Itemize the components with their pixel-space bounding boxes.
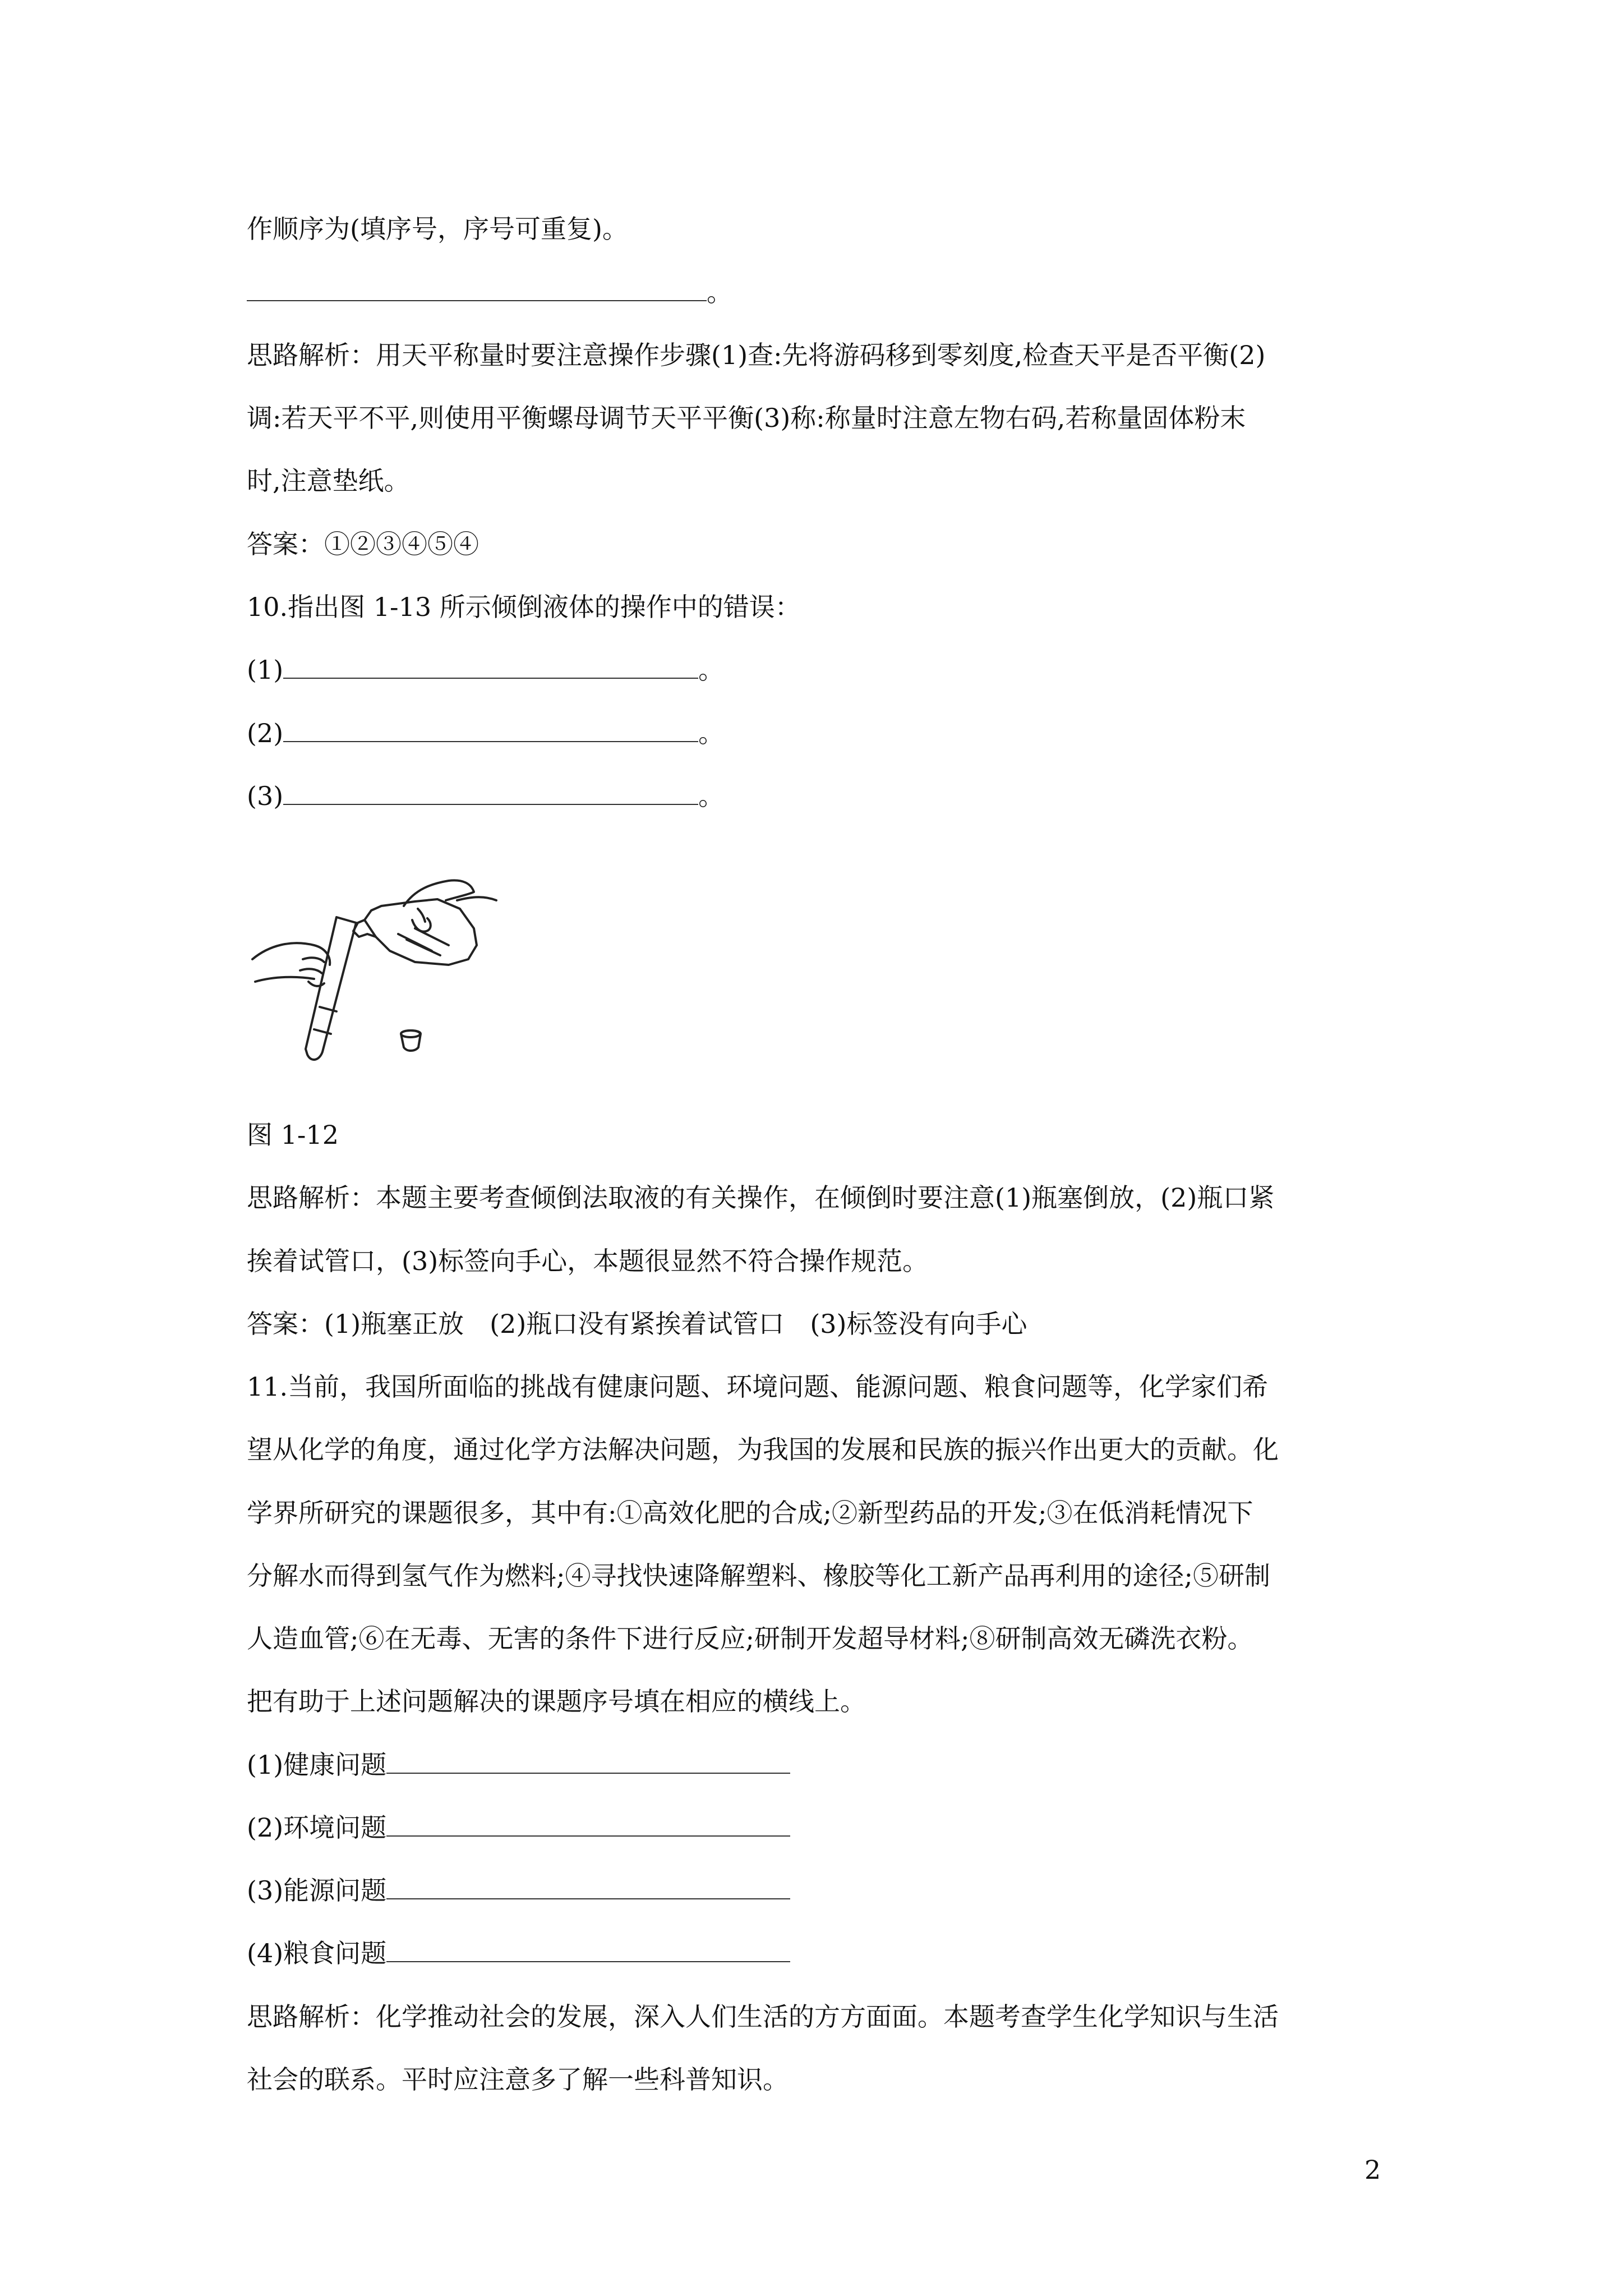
answer-blank[interactable] <box>283 719 698 742</box>
page-number: 2 <box>1364 2155 1381 2185</box>
line-end-mark: 。 <box>698 718 725 748</box>
text-line: 望从化学的角度，通过化学方法解决问题，为我国的发展和民族的振兴作出更大的贡献。化 <box>247 1434 1279 1465</box>
answer-blank[interactable] <box>283 655 698 679</box>
text-line: 时,注意垫纸。 <box>247 466 410 496</box>
blank-row-3 <box>247 779 724 813</box>
blank-row-1 <box>247 653 724 687</box>
text-line: 人造血管;⑥在无毒、无害的条件下进行反应;研制开发超导材料;⑧研制高效无磷洗衣粉。 <box>247 1623 1253 1654</box>
answer-blank[interactable] <box>386 1750 790 1774</box>
answer-blank[interactable] <box>386 1876 790 1899</box>
blank-row-energy <box>247 1874 790 1907</box>
text-line: 分解水而得到氢气作为燃料;④寻找快速降解塑料、橡胶等化工新产品再利用的途径;⑤研制 <box>247 1561 1270 1591</box>
blank-label: (4)粮食问题 <box>247 1938 387 1968</box>
answer-line: 答案：(1)瓶塞正放 (2)瓶口没有紧挨着试管口 (3)标签没有向手心 <box>247 1309 1027 1339</box>
text-line: 挨着试管口，(3)标签向手心，本题很显然不符合操作规范。 <box>247 1246 929 1276</box>
text-line: 作顺序为(填序号，序号可重复)。 <box>247 214 628 244</box>
line-end-mark: 。 <box>698 781 725 811</box>
figure-caption: 图 1-12 <box>247 1120 339 1150</box>
text-line: 调:若天平不平,则使用平衡螺母调节天平平衡(3)称:称量时注意左物右码,若称量固体粉末 <box>247 403 1246 433</box>
question-title: 11.当前，我国所面临的挑战有健康问题、环境问题、能源问题、粮食问题等，化学家们希 <box>247 1372 1269 1402</box>
blank-row-food <box>247 1936 790 1970</box>
blank-label: (2)环境问题 <box>247 1812 387 1843</box>
text-line: 思路解析：化学推动社会的发展，深入人们生活的方方面面。本题考查学生化学知识与生活 <box>247 2001 1279 2032</box>
blank-label: (1) <box>247 655 284 685</box>
blank-row-2 <box>247 716 724 750</box>
answer-line: 答案：①②③④⑤④ <box>247 529 479 559</box>
text-line: 学界所研究的课题很多，其中有:①高效化肥的合成;②新型药品的开发;③在低消耗情况下 <box>247 1498 1253 1528</box>
question-title: 10.指出图 1-13 所示倾倒液体的操作中的错误： <box>247 592 801 622</box>
blank-row-health <box>247 1748 790 1782</box>
line-end-mark: 。 <box>707 277 732 307</box>
pouring-liquid-illustration <box>247 867 505 1074</box>
blank-row-environment <box>247 1811 790 1844</box>
text-line: 思路解析：用天平称量时要注意操作步骤(1)查:先将游码移到零刻度,检查天平是否平衡(2) <box>247 340 1266 370</box>
answer-blank[interactable] <box>386 1939 790 1962</box>
answer-blank-line <box>247 275 732 309</box>
blank-label: (2) <box>247 718 284 748</box>
answer-blank[interactable] <box>283 781 698 805</box>
line-end-mark: 。 <box>698 655 725 685</box>
text-line: 把有助于上述问题解决的课题序号填在相应的横线上。 <box>247 1686 866 1717</box>
answer-blank[interactable] <box>386 1813 790 1837</box>
blank-label: (3)能源问题 <box>247 1875 387 1906</box>
blank-label: (1)健康问题 <box>247 1750 387 1780</box>
text-line: 思路解析：本题主要考查倾倒法取液的有关操作，在倾倒时要注意(1)瓶塞倒放，(2)瓶口紧 <box>247 1182 1275 1213</box>
answer-blank[interactable] <box>247 278 707 301</box>
text-line: 社会的联系。平时应注意多了解一些科普知识。 <box>247 2064 789 2095</box>
blank-label: (3) <box>247 781 284 811</box>
